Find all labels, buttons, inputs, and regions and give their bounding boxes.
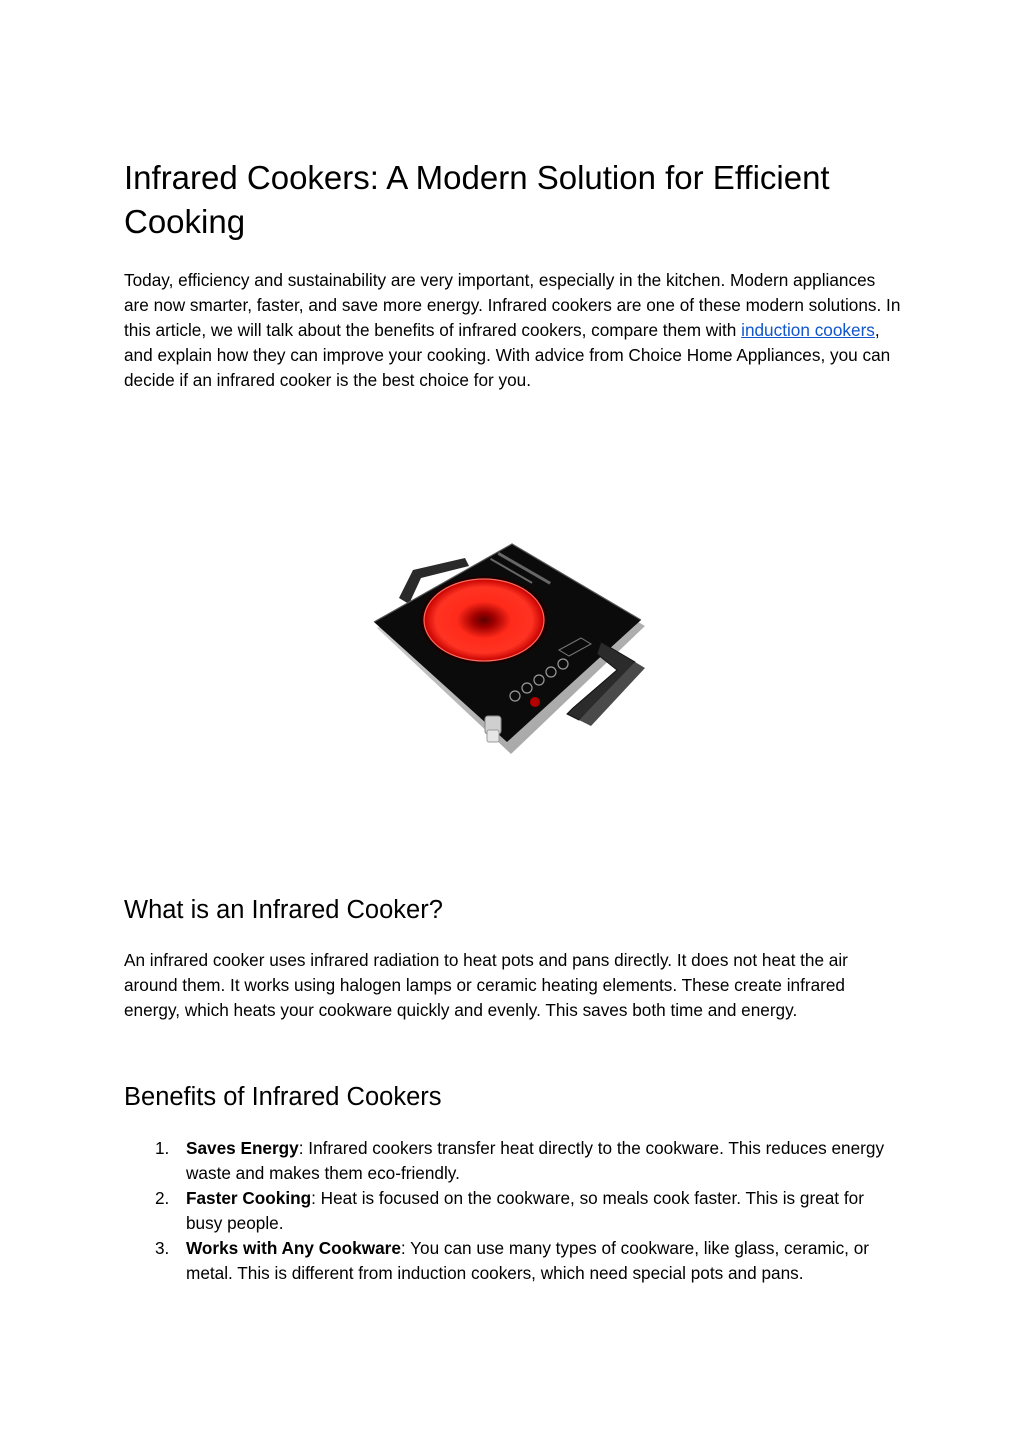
list-item — [124, 1186, 904, 1236]
infrared-cooker-illustration — [369, 530, 659, 760]
list-item-number: 2. — [155, 1188, 170, 1208]
induction-cookers-link[interactable]: induction cookers — [741, 320, 875, 340]
list-item-title: Saves Energy — [186, 1138, 299, 1158]
list-item — [124, 1136, 904, 1186]
intro-paragraph — [124, 268, 904, 393]
section-heading-what-is: What is an Infrared Cooker? — [124, 896, 443, 924]
section-what-is-body: An infrared cooker uses infrared radiation to heat pots and pans directly. It does not heat the air around them. It works using halogen lamps or ceramic heating elements. These create infrared energy, which heats your cookware quickly and evenly. This saves both time and energy. — [124, 950, 848, 1020]
section-heading-benefits: Benefits of Infrared Cookers — [124, 1083, 442, 1111]
list-item-title: Works with Any Cookware — [186, 1238, 401, 1258]
list-item-text: : Infrared cookers transfer heat directly to the cookware. This reduces energy waste and makes them eco-friendly. — [186, 1138, 885, 1183]
list-item-text: : Heat is focused on the cookware, so meals cook faster. This is great for busy people. — [186, 1188, 864, 1233]
list-item-number: 3. — [155, 1238, 170, 1258]
infrared-cooker-image — [369, 530, 659, 760]
intro-text-after: , and explain how they can improve your cooking. With advice from Choice Home Appliances, you can decide if an infrared cooker is the best choice for you. — [124, 320, 891, 390]
list-item-number: 1. — [155, 1138, 170, 1158]
list-item-text: : You can use many types of cookware, like glass, ceramic, or metal. This is different from induction cookers, which need special pots and pans. — [186, 1238, 869, 1283]
list-item — [124, 1236, 904, 1286]
page-title: Infrared Cookers: A Modern Solution for Efficient Cooking — [124, 159, 830, 240]
benefits-list — [124, 1136, 904, 1286]
list-item-title: Faster Cooking — [186, 1188, 312, 1208]
intro-text-before: Today, efficiency and sustainability are very important, especially in the kitchen. Modern appliances are now smarter, faster, and save more energy. Infrared cookers are one of these modern solutions. In this article, we will talk about the benefits of infrared cookers, compare them with — [124, 270, 901, 340]
